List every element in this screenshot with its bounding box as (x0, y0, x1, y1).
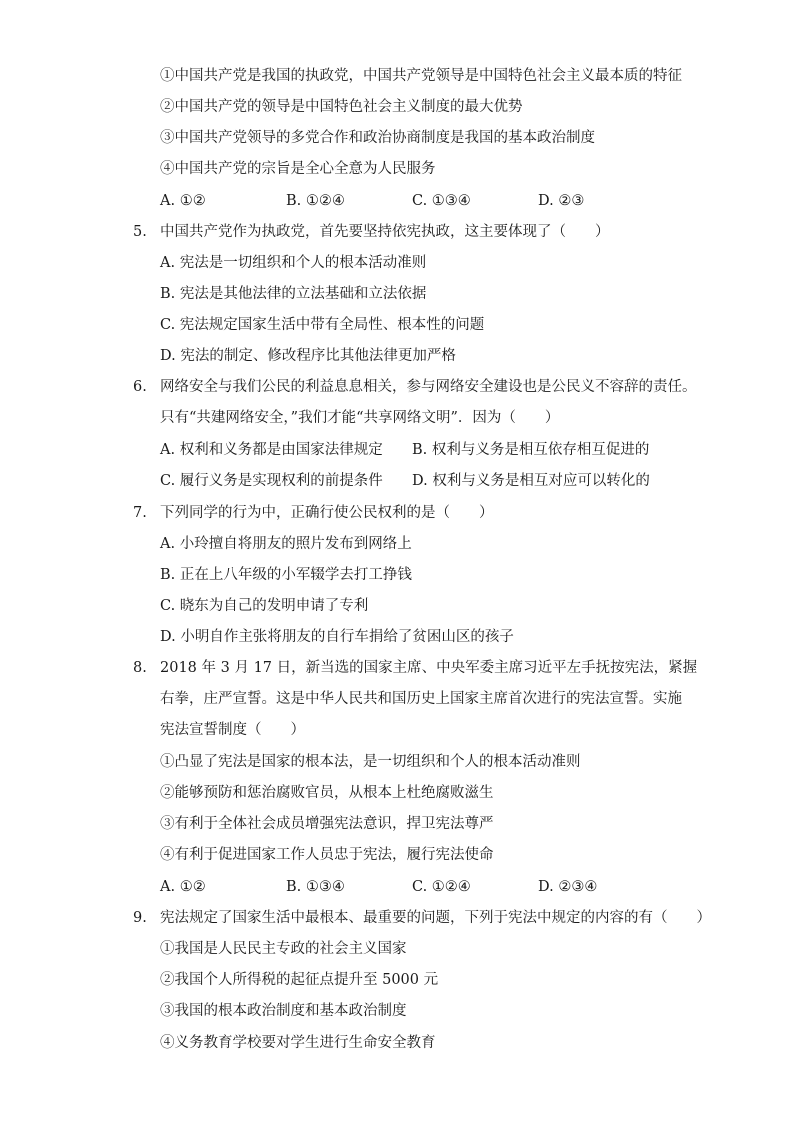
q4-item-3: ③中国共产党领导的多党合作和政治协商制度是我国的基本政治制度 (160, 130, 595, 146)
q7-stem: 下列同学的行为中，正确行使公民权利的是（ ） (160, 505, 494, 521)
q8-stem-line-3: 宪法宣誓制度（ ） (160, 722, 305, 738)
q8-option-c[interactable]: C. ①②④ (412, 879, 471, 895)
q7-option-d[interactable]: D. 小明自作主张将朋友的自行车捐给了贫困山区的孩子 (160, 629, 514, 645)
q9-item-3: ③我国的根本政治制度和基本政治制度 (160, 1003, 407, 1019)
q5-number: 5. (133, 224, 147, 240)
q8-stem-line-2: 右拳，庄严宣誓。这是中华人民共和国历史上国家主席首次进行的宪法宣誓。实施 (160, 691, 682, 707)
q6-option-b[interactable]: B. 权利与义务是相互依存相互促进的 (412, 442, 650, 458)
q5-option-d[interactable]: D. 宪法的制定、修改程序比其他法律更加严格 (160, 348, 456, 364)
q8-item-2: ②能够预防和惩治腐败官员，从根本上杜绝腐败滋生 (160, 785, 494, 801)
q4-option-a[interactable]: A. ①② (160, 193, 206, 209)
q9-item-4: ④义务教育学校要对学生进行生命安全教育 (160, 1035, 436, 1051)
q5-option-c[interactable]: C. 宪法规定国家生活中带有全局性、根本性的问题 (160, 317, 485, 333)
q4-item-1: ①中国共产党是我国的执政党，中国共产党领导是中国特色社会主义最本质的特征 (160, 68, 682, 84)
q7-option-b[interactable]: B. 正在上八年级的小军辍学去打工挣钱 (160, 567, 412, 583)
q4-option-c[interactable]: C. ①③④ (412, 193, 471, 209)
q8-item-3: ③有利于全体社会成员增强宪法意识，捍卫宪法尊严 (160, 816, 494, 832)
q8-item-4: ④有利于促进国家工作人员忠于宪法，履行宪法使命 (160, 847, 494, 863)
q5-stem: 中国共产党作为执政党，首先要坚持依宪执政，这主要体现了（ ） (160, 224, 610, 240)
q4-option-d[interactable]: D. ②③ (538, 193, 585, 209)
q4-item-4: ④中国共产党的宗旨是全心全意为人民服务 (160, 161, 436, 177)
q7-number: 7. (133, 505, 147, 521)
q8-option-a[interactable]: A. ①② (160, 879, 206, 895)
q8-number: 8. (133, 660, 147, 676)
q7-option-c[interactable]: C. 晓东为自己的发明申请了专利 (160, 598, 369, 614)
q6-number: 6. (133, 379, 147, 395)
q8-option-b[interactable]: B. ①③④ (286, 879, 345, 895)
q8-option-d[interactable]: D. ②③④ (538, 879, 598, 895)
q4-option-b[interactable]: B. ①②④ (286, 193, 345, 209)
q5-option-a[interactable]: A. 宪法是一切组织和个人的根本活动准则 (160, 255, 427, 271)
q6-stem-line-2: 只有“共建网络安全，”我们才能“共享网络文明”．因为（ ） (160, 410, 560, 426)
q9-item-2: ②我国个人所得税的起征点提升至 5000 元 (160, 972, 439, 988)
q8-item-1: ①凸显了宪法是国家的根本法，是一切组织和个人的根本活动准则 (160, 754, 581, 770)
q8-stem-line-1: 2018 年 3 月 17 日，新当选的国家主席、中央军委主席习近平左手抚按宪法，紧握 (160, 660, 698, 676)
q7-option-a[interactable]: A. 小玲擅自将朋友的照片发布到网络上 (160, 536, 412, 552)
q5-option-b[interactable]: B. 宪法是其他法律的立法基础和立法依据 (160, 286, 427, 302)
q9-number: 9. (133, 910, 147, 926)
q6-stem-line-1: 网络安全与我们公民的利益息息相关，参与网络安全建设也是公民义不容辞的责任。 (160, 379, 697, 395)
q6-option-d[interactable]: D. 权利与义务是相互对应可以转化的 (412, 473, 650, 489)
q6-option-a[interactable]: A. 权利和义务都是由国家法律规定 (160, 442, 383, 458)
q9-stem: 宪法规定了国家生活中最根本、最重要的问题，下列于宪法中规定的内容的有（ ） (160, 910, 711, 926)
q9-item-1: ①我国是人民民主专政的社会主义国家 (160, 941, 407, 957)
q4-item-2: ②中国共产党的领导是中国特色社会主义制度的最大优势 (160, 99, 523, 115)
q6-option-c[interactable]: C. 履行义务是实现权利的前提条件 (160, 473, 383, 489)
